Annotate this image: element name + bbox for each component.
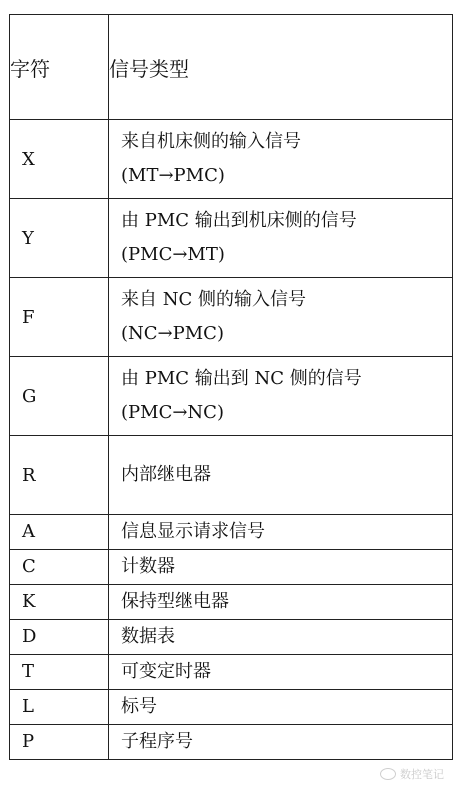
row-char: D: [10, 620, 109, 655]
table-row: [10, 690, 453, 725]
signal-type-line: 来自机床侧的输入信号: [121, 131, 301, 152]
signal-type-line: 可变定时器: [121, 661, 211, 682]
header-signal-type: 信号类型: [109, 15, 453, 120]
row-signal-type: [109, 620, 453, 655]
signal-type-line: 由 PMC 输出到 NC 侧的信号: [121, 368, 362, 389]
row-char: K: [10, 585, 109, 620]
watermark-text: 数控笔记: [400, 768, 444, 781]
signal-direction-line: (MT→PMC): [121, 165, 225, 186]
row-signal-type: [109, 278, 453, 357]
table-row: [10, 357, 453, 436]
row-char: G: [10, 357, 109, 436]
row-char: F: [10, 278, 109, 357]
signal-type-line: 保持型继电器: [121, 591, 229, 612]
row-char: X: [10, 120, 109, 199]
cropped-text-fragment: [0, 0, 458, 6]
table-row: [10, 585, 453, 620]
header-char: 字符: [10, 15, 109, 120]
signal-type-line: 计数器: [121, 556, 175, 577]
table-row: [10, 120, 453, 199]
signal-type-line: 标号: [121, 696, 157, 717]
row-signal-type: [109, 550, 453, 585]
table-row: [10, 199, 453, 278]
table-row: [10, 515, 453, 550]
row-signal-type: [109, 655, 453, 690]
row-signal-type: [109, 436, 453, 515]
row-char: C: [10, 550, 109, 585]
row-char: A: [10, 515, 109, 550]
table-row: [10, 620, 453, 655]
row-signal-type: [109, 690, 453, 725]
signal-direction-line: (PMC→MT): [121, 244, 225, 265]
signal-direction-line: (PMC→NC): [121, 402, 224, 423]
wechat-icon: [380, 768, 396, 780]
table-row: [10, 655, 453, 690]
table-row: [10, 278, 453, 357]
row-char: R: [10, 436, 109, 515]
row-signal-type: [109, 199, 453, 278]
row-signal-type: [109, 585, 453, 620]
row-char: L: [10, 690, 109, 725]
row-signal-type: [109, 515, 453, 550]
signal-type-line: 数据表: [121, 626, 175, 647]
row-char: T: [10, 655, 109, 690]
row-signal-type: [109, 357, 453, 436]
signal-type-line: 来自 NC 侧的输入信号: [121, 289, 306, 310]
table-row: [10, 725, 453, 760]
signal-direction-line: (NC→PMC): [121, 323, 224, 344]
row-signal-type: [109, 725, 453, 760]
signal-type-line: 信息显示请求信号: [121, 521, 265, 542]
signal-type-line: 由 PMC 输出到机床侧的信号: [121, 210, 357, 231]
signal-type-line: 内部继电器: [121, 464, 211, 485]
row-char: Y: [10, 199, 109, 278]
watermark: [380, 766, 444, 782]
table-row: [10, 550, 453, 585]
table-header-row: [10, 15, 453, 120]
signal-type-table: [9, 14, 453, 760]
signal-type-line: 子程序号: [121, 731, 193, 752]
row-char: P: [10, 725, 109, 760]
table-row: [10, 436, 453, 515]
row-signal-type: [109, 120, 453, 199]
